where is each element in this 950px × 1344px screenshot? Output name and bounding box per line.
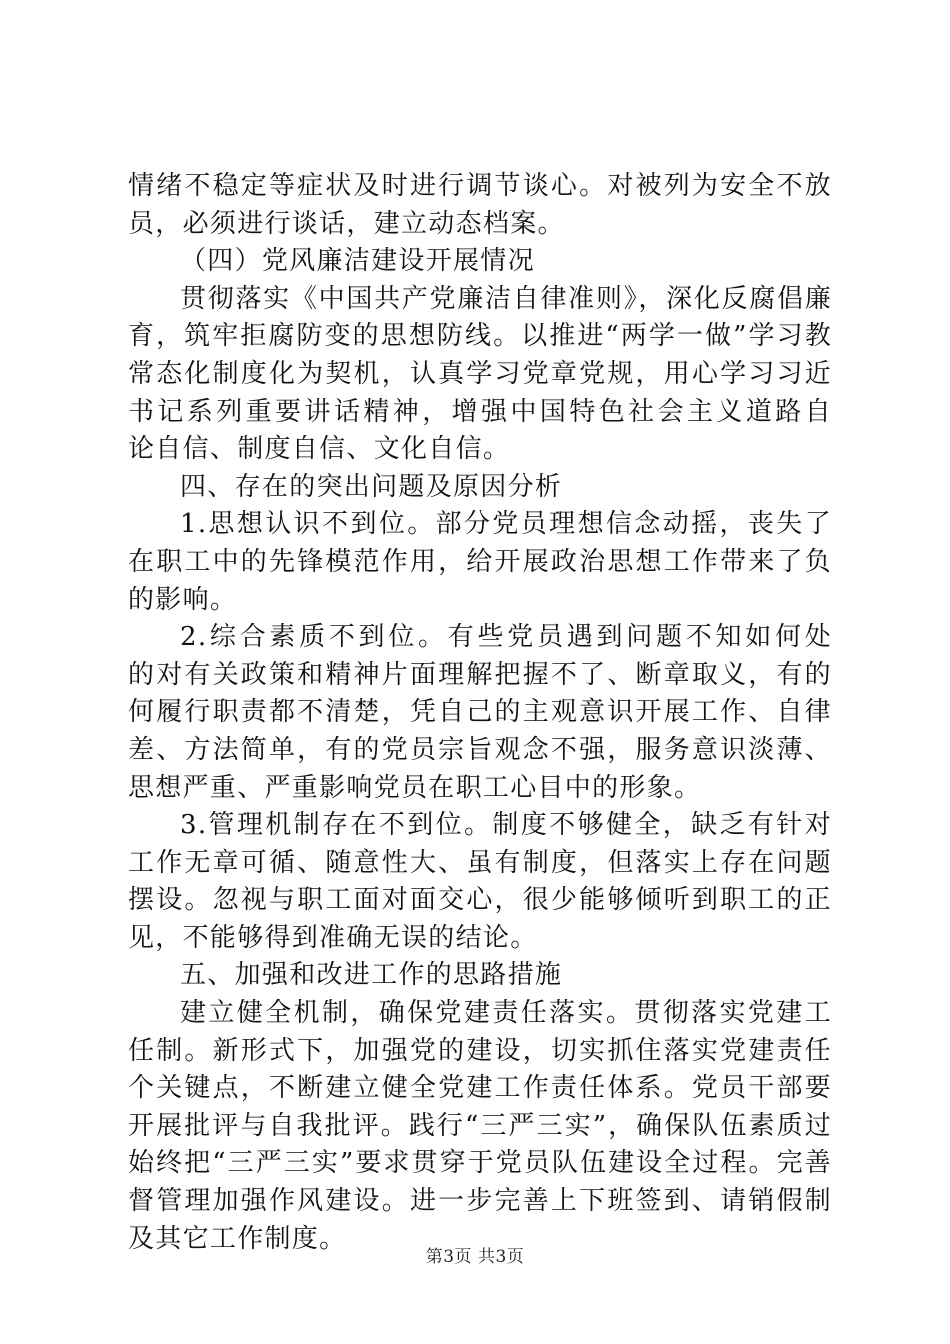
paragraph-line: 摆设。忽视与职工面对面交心，很少能够倾听到职工的正 bbox=[128, 885, 832, 916]
paragraph-line: 论自信、制度自信、文化自信。 bbox=[128, 434, 511, 465]
paragraph-line: 督管理加强作风建设。进一步完善上下班签到、请销假制 bbox=[128, 1186, 832, 1217]
paragraph-line: 常态化制度化为契机，认真学习党章党规，用心学习习近 bbox=[128, 358, 832, 389]
paragraph-line: 工作无章可循、随意性大、虽有制度，但落实上存在问题 bbox=[128, 847, 832, 878]
paragraph-line: 的对有关政策和精神片面理解把握不了、断章取义，有的 bbox=[128, 659, 832, 690]
paragraph-line: 开展批评与自我批评。践行“三严三实”，确保队伍素质过 bbox=[128, 1110, 832, 1141]
paragraph-line: 员，必须进行谈话，建立动态档案。 bbox=[128, 208, 565, 239]
paragraph-line: 1.思想认识不到位。部分党员理想信念动摇，丧失了 bbox=[180, 509, 832, 540]
paragraph-line: 任制。新形式下，加强党的建设，切实抓住落实党建责任 bbox=[128, 1035, 832, 1066]
paragraph-line: 在职工中的先锋模范作用，给开展政治思想工作带来了负 bbox=[128, 546, 832, 577]
paragraph-line: 3.管理机制存在不到位。制度不够健全，缺乏有针对 bbox=[180, 810, 832, 841]
paragraph-line: 及其它工作制度。 bbox=[128, 1223, 347, 1254]
paragraph-line: 差、方法简单，有的党员宗旨观念不强，服务意识淡薄、 bbox=[128, 734, 832, 765]
page-number-footer: 第3页 共3页 bbox=[425, 1247, 525, 1267]
paragraph-line: 何履行职责都不清楚，凭自己的主观意识开展工作、自律 bbox=[128, 697, 832, 728]
section-heading: （四）党风廉洁建设开展情况 bbox=[180, 246, 535, 277]
paragraph-line: 的影响。 bbox=[128, 584, 238, 615]
paragraph-line: 书记系列重要讲话精神，增强中国特色社会主义道路自 bbox=[128, 396, 832, 427]
paragraph-line: 建立健全机制，确保党建责任落实。贯彻落实党建工 bbox=[180, 998, 832, 1029]
paragraph-line: 2.综合素质不到位。有些党员遇到问题不知如何处 bbox=[180, 622, 832, 653]
paragraph-line: 见，不能够得到准确无误的结论。 bbox=[128, 922, 538, 953]
paragraph-line: 始终把“三严三实”要求贯穿于党员队伍建设全过程。完善 bbox=[128, 1148, 832, 1179]
document-body bbox=[128, 168, 832, 1258]
paragraph-line: 思想严重、严重影响党员在职工心目中的形象。 bbox=[128, 772, 702, 803]
paragraph-line: 贯彻落实《中国共产党廉洁自律准则》，深化反腐倡廉 bbox=[180, 283, 832, 314]
section-heading: 五、加强和改进工作的思路措施 bbox=[180, 960, 563, 991]
paragraph-line: 育，筑牢拒腐防变的思想防线。以推进“两学一做”学习教 bbox=[128, 321, 832, 352]
paragraph-line: 情绪不稳定等症状及时进行调节谈心。对被列为安全不放 bbox=[128, 171, 832, 201]
section-heading: 四、存在的突出问题及原因分析 bbox=[180, 471, 563, 502]
paragraph-line: 个关键点，不断建立健全党建工作责任体系。党员干部要 bbox=[128, 1073, 832, 1104]
